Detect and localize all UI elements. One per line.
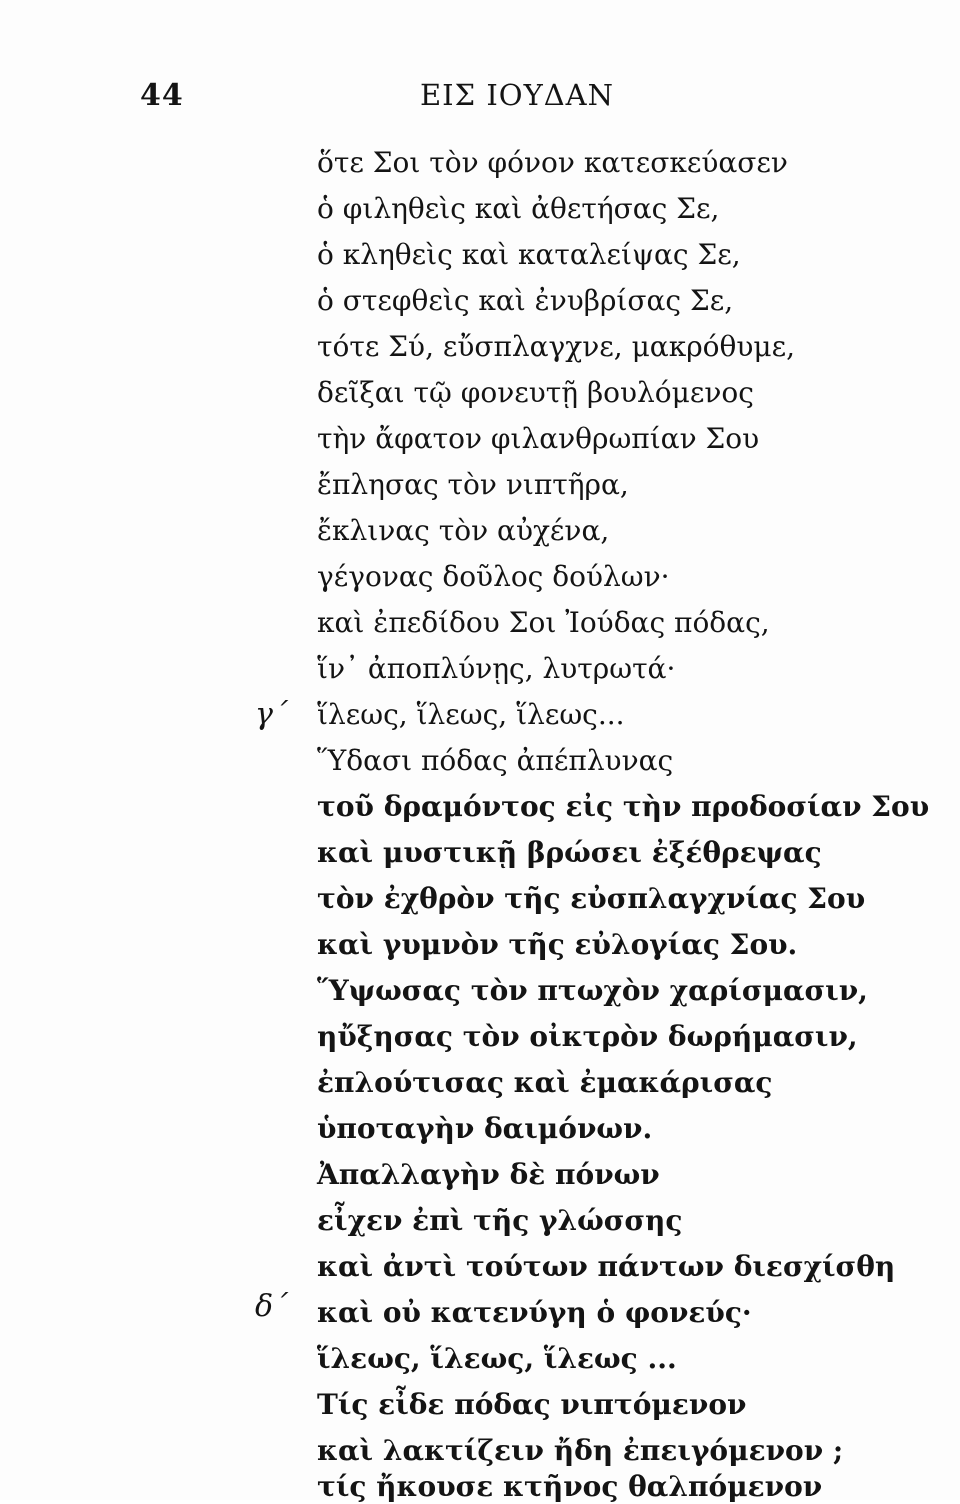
running-title: ΕΙΣ ΙΟΥΔΑΝ (420, 78, 614, 112)
poem-line: καὶ μυστικῇ βρώσει ἐξέθρεψας (317, 836, 822, 869)
poem-line: Ἀπαλλαγὴν δὲ πόνων (317, 1158, 660, 1191)
poem-line: καὶ οὐ κατενύγη ὁ φονεύς· (317, 1296, 752, 1329)
poem-line: ἔκλινας τὸν αὐχένα, (317, 514, 610, 547)
poem-line: ἔπλησας τὸν νιπτῆρα, (317, 468, 629, 501)
poem-line: ηὔξησας τὸν οἰκτρὸν δωρήμασιν, (317, 1020, 858, 1053)
poem-line: καὶ ἀντὶ τούτων πάντων διεσχίσθη (317, 1250, 896, 1283)
poem-line: Ὕδασι πόδας ἀπέπλυνας (317, 744, 674, 777)
page-number: 44 (140, 78, 184, 113)
poem-line: ὑποταγὴν δαιμόνων. (317, 1112, 653, 1145)
poem-line: τότε Σύ, εὔσπλαγχνε, μακρόθυμε, (317, 330, 795, 363)
poem-line: ὁ κληθεὶς καὶ καταλείψας Σε, (317, 238, 741, 271)
poem-line: τὸν ἐχθρὸν τῆς εὐσπλαγχνίας Σου (317, 882, 866, 915)
poem-line: καὶ ἐπεδίδου Σοι Ἰούδας πόδας, (317, 606, 770, 639)
poem-line: τοῦ δραμόντος εἰς τὴν προδοσίαν Σου (317, 790, 930, 823)
poem-line: ὁ φιληθεὶς καὶ ἀθετήσας Σε, (317, 192, 720, 225)
poem-line: τίς ἤκουσε κτῆνος θαλπόμενον (317, 1470, 823, 1503)
stanza-marker-delta: δ΄ (255, 1289, 289, 1324)
poem-line: ὁ στεφθεὶς καὶ ἐνυβρίσας Σε, (317, 284, 734, 317)
poem-line: ἵν᾽ ἀποπλύνῃς, λυτρωτά· (317, 652, 676, 685)
poem-line: ἵλεως, ἵλεως, ἵλεως... (317, 698, 625, 731)
poem-line: τὴν ἄφατον φιλανθρωπίαν Σου (317, 422, 760, 455)
poem-line: καὶ λακτίζειν ἤδη ἐπειγόμενον ; (317, 1434, 844, 1467)
stanza-marker-gamma: γ΄ (255, 697, 288, 732)
poem-line: γέγονας δοῦλος δούλων· (317, 560, 670, 593)
poem-line: Ὕψωσας τὸν πτωχὸν χαρίσμασιν, (317, 974, 868, 1007)
poem-line: εἶχεν ἐπὶ τῆς γλώσσης (317, 1204, 683, 1237)
poem-line: ἵλεως, ἵλεως, ἵλεως ... (317, 1342, 677, 1375)
poem-line: δεῖξαι τῷ φονευτῇ βουλόμενος (317, 376, 754, 409)
poem-line: καὶ γυμνὸν τῆς εὐλογίας Σου. (317, 928, 798, 961)
poem-line: Τίς εἶδε πόδας νιπτόμενον (317, 1388, 747, 1421)
poem-line: ἐπλούτισας καὶ ἐμακάρισας (317, 1066, 773, 1099)
poem-line: ὅτε Σοι τὸν φόνον κατεσκεύασεν (317, 146, 788, 179)
